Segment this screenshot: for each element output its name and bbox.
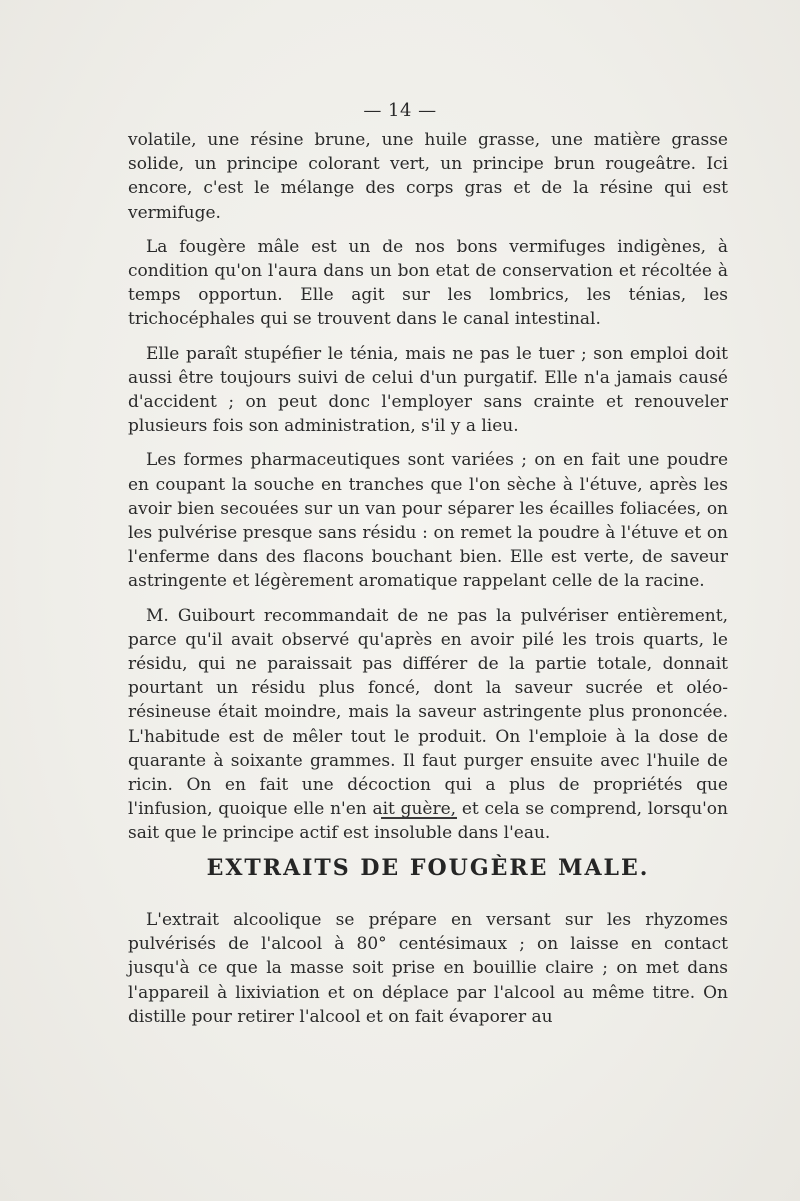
paragraph-continuation: volatile, une résine brune, une huile grasse, une matière grasse solide, un principe colorant vert, un principe brun rougeâtre. Ici encore, c'est le mélange des corps gras et de la résine qui est vermifuge. (128, 130, 728, 223)
paragraph: La fougère mâle est un de nos bons vermifuges indigènes, à condition qu'on l'aura dans un bon etat de conservation et récoltée à temps opportun. Elle agit sur les lombrics, les ténias, les trichocéphales qui se trouvent dans le canal intestinal. (128, 236, 728, 330)
body-text (128, 128, 728, 856)
paragraph: Les formes pharmaceutiques sont variées ; on en fait une poudre en coupant la souche en tranches que l'on sèche à l'étuve, après les avoir bien secouées sur un van pour séparer les écailles foliacées, on les pulvérise presque sans résidu : on remet la poudre à l'étuve et on l'enferme dans des flacons bouchant bien. Elle est verte, de saveur astringente et légèrement aromatique rappelant celle de la racine. (128, 450, 728, 592)
section-heading: EXTRAITS DE FOUGÈRE MALE. (206, 855, 650, 881)
paragraph: M. Guibourt recommandait de ne pas la pulvériser entièrement, parce qu'il avait observé qu'après en avoir pilé les trois quarts, le résidu, qui ne paraissait pas différer de la partie totale, donnait pourtant un résidu plus foncé, dont la saveur sucrée et oléo-résineuse était moindre, mais la saveur astringente plus prononcée. L'habitude est de mêler tout le produit. On l'emploie à la dose de quarante à soixante grammes. Il faut purger ensuite avec l'huile de ricin. On en fait une décoction qui a plus de propriétés que l'infusion, quoique elle n'en ait guère, et cela se comprend, lorsqu'on sait que le principe actif est insoluble dans l'eau. (128, 605, 728, 844)
page-number: — 14 — (363, 100, 437, 121)
paragraph: L'extrait alcoolique se prépare en versant sur les rhyzomes pulvérisés de l'alcool à 80° centésimaux ; on laisse en contact jusqu'à ce que la masse soit prise en bouillie claire ; on met dans l'appareil à lixiviation et on déplace par l'alcool au même titre. On distille pour retirer l'alcool et on fait évaporer au (128, 910, 728, 1027)
section-divider (381, 817, 457, 819)
paragraph: Elle paraît stupéfier le ténia, mais ne pas le tuer ; son emploi doit aussi être toujours suivi de celui d'un purgatif. Elle n'a jamais causé d'accident ; on peut donc l'employer sans crainte et renouveler plusieurs fois son administration, s'il y a lieu. (128, 343, 728, 437)
section-text (128, 908, 728, 1029)
